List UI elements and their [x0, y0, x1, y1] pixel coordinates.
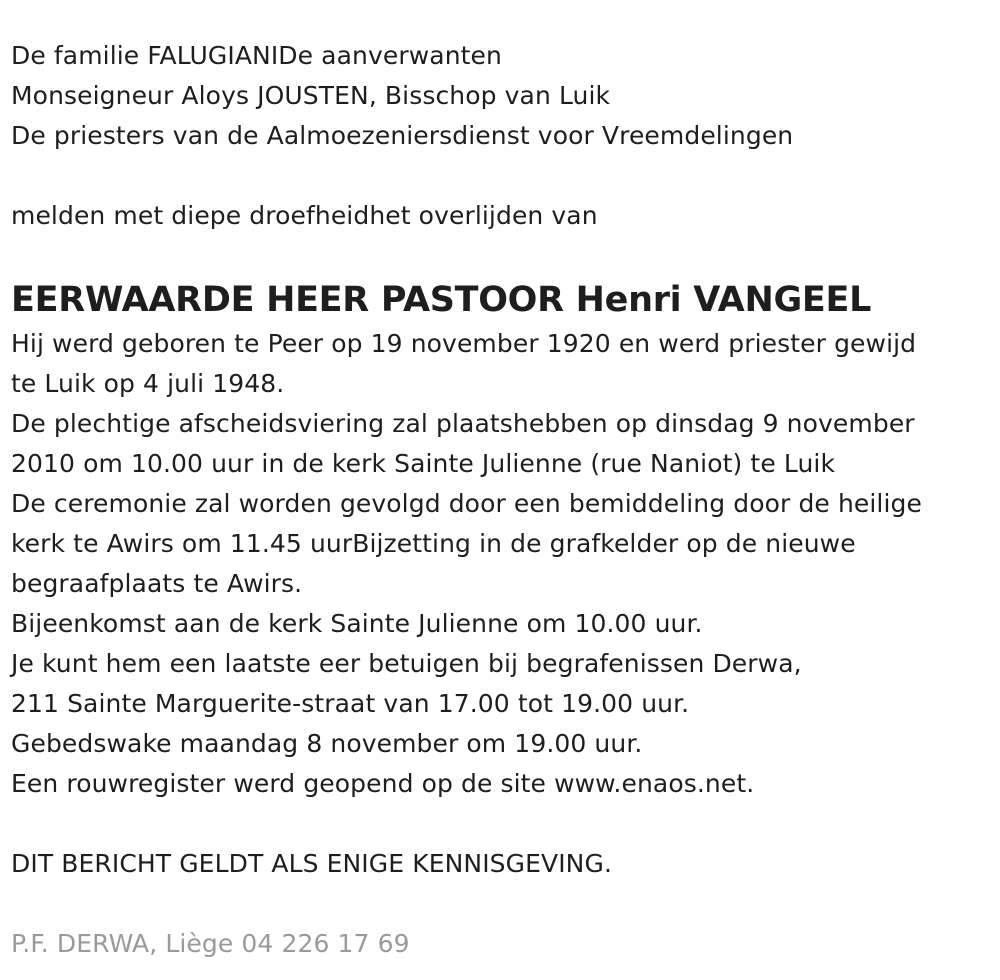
body-line: De ceremonie zal worden gevolgd door een bemiddeling door de heilige [11, 489, 922, 518]
family-line: Monseigneur Aloys JOUSTEN, Bisschop van Luik [11, 81, 611, 110]
body-line: Bijeenkomst aan de kerk Sainte Julienne om 10.00 uur. [11, 609, 703, 638]
body-line: 2010 om 10.00 uur in de kerk Sainte Julienne (rue Naniot) te Luik [11, 449, 836, 478]
obituary-notice [11, 36, 991, 964]
body-line: begraafplaats te Awirs. [11, 569, 303, 598]
body-line: 211 Sainte Marguerite-straat van 17.00 tot 19.00 uur. [11, 689, 690, 718]
body-line: Een rouwregister werd geopend op de site www.enaos.net. [11, 769, 755, 798]
closing-notice: DIT BERICHT GELDT ALS ENIGE KENNISGEVING. [11, 849, 612, 878]
family-line: De familie FALUGIANIDe aanverwanten [11, 41, 502, 70]
funeral-home-footer: P.F. DERWA, Liège 04 226 17 69 [11, 929, 410, 958]
body-line: Hij werd geboren te Peer op 19 november 1920 en werd priester gewijd [11, 329, 917, 358]
body-line: Gebedswake maandag 8 november om 19.00 uur. [11, 729, 643, 758]
spacer [11, 884, 991, 924]
spacer [11, 236, 991, 276]
family-line: De priesters van de Aalmoezeniersdienst voor Vreemdelingen [11, 121, 794, 150]
body-line: te Luik op 4 juli 1948. [11, 369, 285, 398]
spacer [11, 804, 991, 844]
body-line: De plechtige afscheidsviering zal plaatshebben op dinsdag 9 november [11, 409, 915, 438]
body-line: Je kunt hem een laatste eer betuigen bij begrafenissen Derwa, [11, 649, 802, 678]
spacer [11, 156, 991, 196]
announcement-line: melden met diepe droefheidhet overlijden van [11, 201, 598, 230]
body-line: kerk te Awirs om 11.45 uurBijzetting in de grafkelder op de nieuwe [11, 529, 856, 558]
deceased-title: EERWAARDE HEER PASTOOR Henri VANGEEL [11, 280, 872, 320]
